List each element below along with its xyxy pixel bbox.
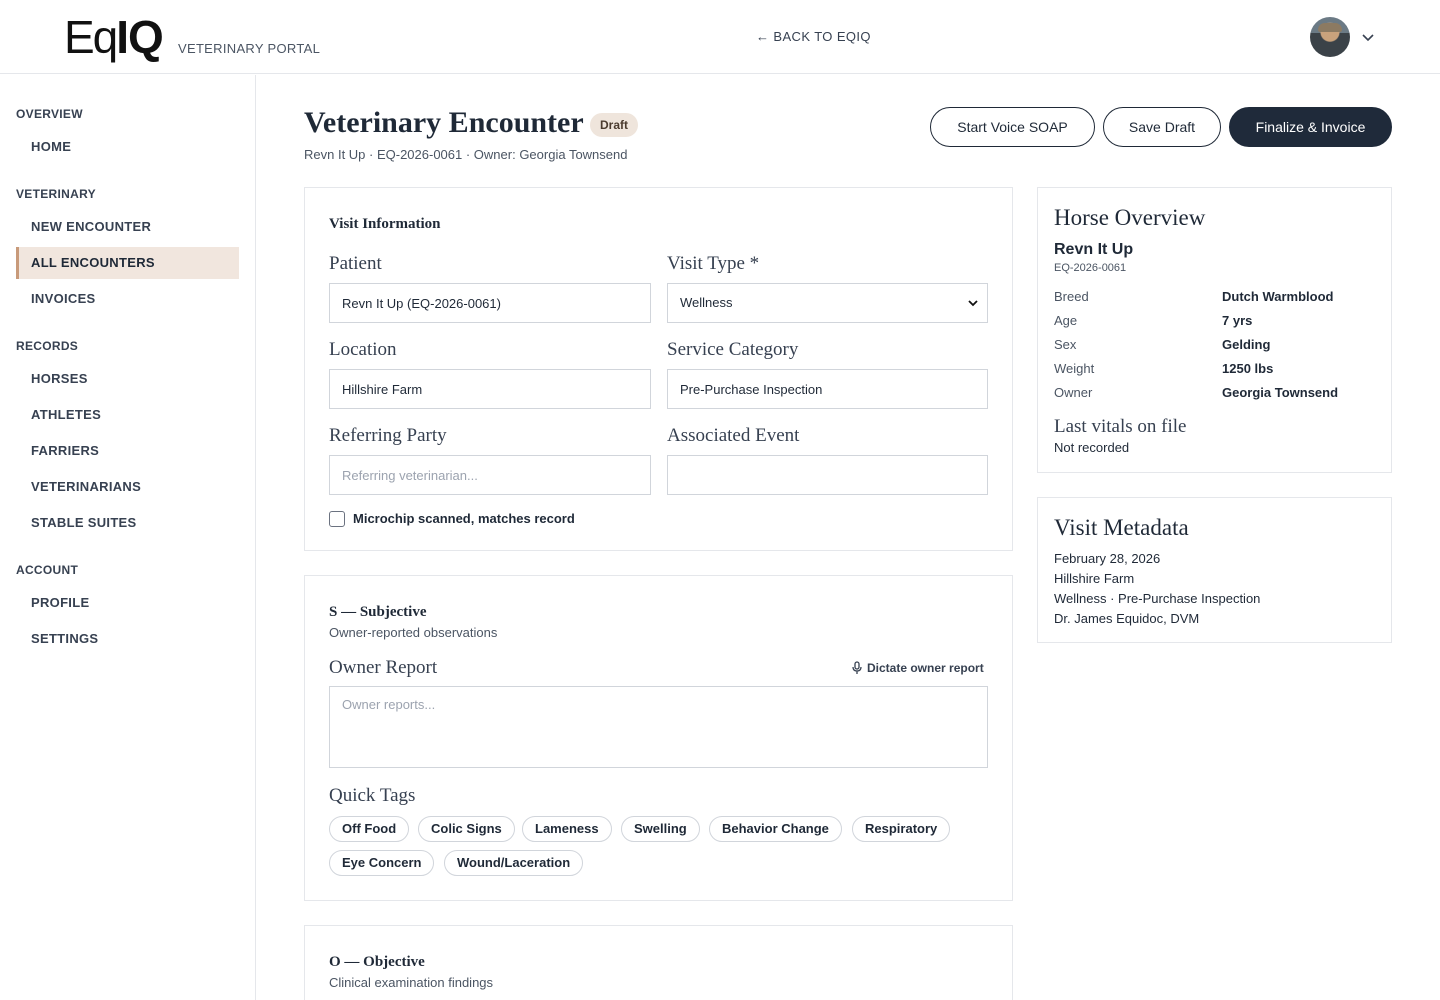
sidebar-item-veterinarians[interactable]: VETERINARIANS bbox=[31, 479, 142, 494]
service-category-field[interactable] bbox=[667, 369, 988, 409]
sidebar-item-invoices[interactable]: INVOICES bbox=[31, 291, 96, 306]
tag-eye-concern[interactable]: Eye Concern bbox=[329, 850, 434, 876]
horse-id: EQ-2026-0061 bbox=[1054, 262, 1127, 274]
visit-veterinarian: Dr. James Equidoc, DVM bbox=[1054, 611, 1200, 626]
chevron-down-icon[interactable] bbox=[1360, 29, 1376, 45]
visit-location: Hillshire Farm bbox=[1054, 571, 1135, 586]
visit-information-card bbox=[304, 187, 1013, 551]
logo-iq: IQ bbox=[116, 11, 163, 63]
weight-value: 1250 lbs bbox=[1222, 361, 1274, 376]
sidebar-item-horses[interactable]: HORSES bbox=[31, 371, 88, 386]
dictate-owner-report-button[interactable] bbox=[851, 661, 984, 675]
sidebar-item-all-encounters[interactable]: ALL ENCOUNTERS bbox=[16, 247, 239, 279]
visit-type-label: Visit Type * bbox=[667, 253, 760, 274]
tag-behavior-change[interactable]: Behavior Change bbox=[709, 816, 842, 842]
user-avatar[interactable] bbox=[1310, 17, 1350, 57]
weight-key: Weight bbox=[1054, 361, 1095, 376]
sidebar-item-settings[interactable]: SETTINGS bbox=[31, 631, 99, 646]
tag-lameness[interactable]: Lameness bbox=[522, 816, 612, 842]
sex-value: Gelding bbox=[1222, 337, 1271, 352]
subjective-card bbox=[304, 575, 1013, 901]
nav-section-overview: OVERVIEW bbox=[16, 107, 83, 121]
owner-value: Georgia Townsend bbox=[1222, 385, 1339, 400]
chevron-down-icon bbox=[967, 297, 979, 309]
sex-key: Sex bbox=[1054, 337, 1077, 352]
start-voice-soap-button[interactable]: Start Voice SOAP bbox=[930, 107, 1095, 147]
microchip-label: Microchip scanned, matches record bbox=[353, 511, 575, 526]
finalize-invoice-button[interactable]: Finalize & Invoice bbox=[1229, 107, 1392, 147]
tag-swelling[interactable]: Swelling bbox=[621, 816, 700, 842]
owner-report-label: Owner Report bbox=[329, 657, 438, 678]
save-draft-button[interactable]: Save Draft bbox=[1103, 107, 1221, 147]
page-title: Veterinary Encounter bbox=[304, 106, 584, 139]
sidebar-item-stable-suites[interactable]: STABLE SUITES bbox=[31, 515, 137, 530]
visit-type-value: Wellness bbox=[680, 295, 733, 310]
sidebar-item-farriers[interactable]: FARRIERS bbox=[31, 443, 100, 458]
visit-type-select[interactable] bbox=[667, 283, 988, 323]
patient-field[interactable] bbox=[329, 283, 651, 323]
age-value: 7 yrs bbox=[1222, 313, 1253, 328]
breed-key: Breed bbox=[1054, 289, 1089, 304]
visit-metadata-panel bbox=[1037, 497, 1392, 643]
visit-date: February 28, 2026 bbox=[1054, 551, 1161, 566]
panel-title: Horse Overview bbox=[1054, 205, 1206, 230]
logo-eq: Eq bbox=[64, 11, 117, 63]
last-vitals-value: Not recorded bbox=[1054, 440, 1130, 455]
portal-label: VETERINARY PORTAL bbox=[178, 41, 321, 56]
referring-party-label: Referring Party bbox=[329, 425, 447, 446]
status-badge: Draft bbox=[590, 113, 638, 137]
card-title: Visit Information bbox=[329, 216, 441, 232]
patient-label: Patient bbox=[329, 253, 382, 274]
sidebar-item-athletes[interactable]: ATHLETES bbox=[31, 407, 102, 422]
age-key: Age bbox=[1054, 313, 1078, 328]
location-label: Location bbox=[329, 339, 397, 360]
tag-colic-signs[interactable]: Colic Signs bbox=[418, 816, 515, 842]
associated-event-field[interactable] bbox=[667, 455, 988, 495]
back-to-eqiq-link[interactable]: ← BACK TO EQIQ bbox=[756, 29, 871, 44]
card-subtitle: Clinical examination findings bbox=[329, 975, 494, 990]
top-bar bbox=[0, 0, 1440, 74]
microchip-checkbox[interactable] bbox=[329, 511, 345, 527]
owner-report-textarea[interactable] bbox=[329, 686, 988, 768]
associated-event-label: Associated Event bbox=[667, 425, 800, 446]
location-field[interactable] bbox=[329, 369, 651, 409]
breed-value: Dutch Warmblood bbox=[1222, 289, 1334, 304]
eqiq-logo[interactable] bbox=[64, 11, 163, 63]
tag-off-food[interactable]: Off Food bbox=[329, 816, 409, 842]
dictate-label: Dictate owner report bbox=[867, 661, 984, 675]
service-category-label: Service Category bbox=[667, 339, 799, 360]
nav-section-account: ACCOUNT bbox=[16, 563, 79, 577]
tag-wound-laceration[interactable]: Wound/Laceration bbox=[444, 850, 583, 876]
microphone-icon bbox=[851, 661, 863, 675]
encounter-subline: Revn It Up · EQ-2026-0061 · Owner: Georgia Townsend bbox=[304, 147, 628, 162]
card-title: O — Objective bbox=[329, 954, 425, 970]
horse-overview-panel bbox=[1037, 187, 1392, 473]
visit-type-service: Wellness · Pre-Purchase Inspection bbox=[1054, 591, 1261, 606]
quick-tags-label: Quick Tags bbox=[329, 785, 416, 806]
sidebar-item-home[interactable]: HOME bbox=[31, 139, 72, 154]
last-vitals-title: Last vitals on file bbox=[1054, 416, 1187, 437]
card-title: S — Subjective bbox=[329, 604, 427, 620]
card-subtitle: Owner-reported observations bbox=[329, 625, 498, 640]
sidebar bbox=[0, 75, 256, 1000]
objective-card bbox=[304, 925, 1013, 1000]
sidebar-item-new-encounter[interactable]: NEW ENCOUNTER bbox=[31, 219, 152, 234]
sidebar-item-profile[interactable]: PROFILE bbox=[31, 595, 90, 610]
panel-title: Visit Metadata bbox=[1054, 515, 1189, 540]
horse-name: Revn It Up bbox=[1054, 241, 1134, 258]
nav-section-records: RECORDS bbox=[16, 339, 79, 353]
nav-section-veterinary: VETERINARY bbox=[16, 187, 96, 201]
owner-key: Owner bbox=[1054, 385, 1093, 400]
referring-party-field[interactable] bbox=[329, 455, 651, 495]
tag-respiratory[interactable]: Respiratory bbox=[852, 816, 950, 842]
